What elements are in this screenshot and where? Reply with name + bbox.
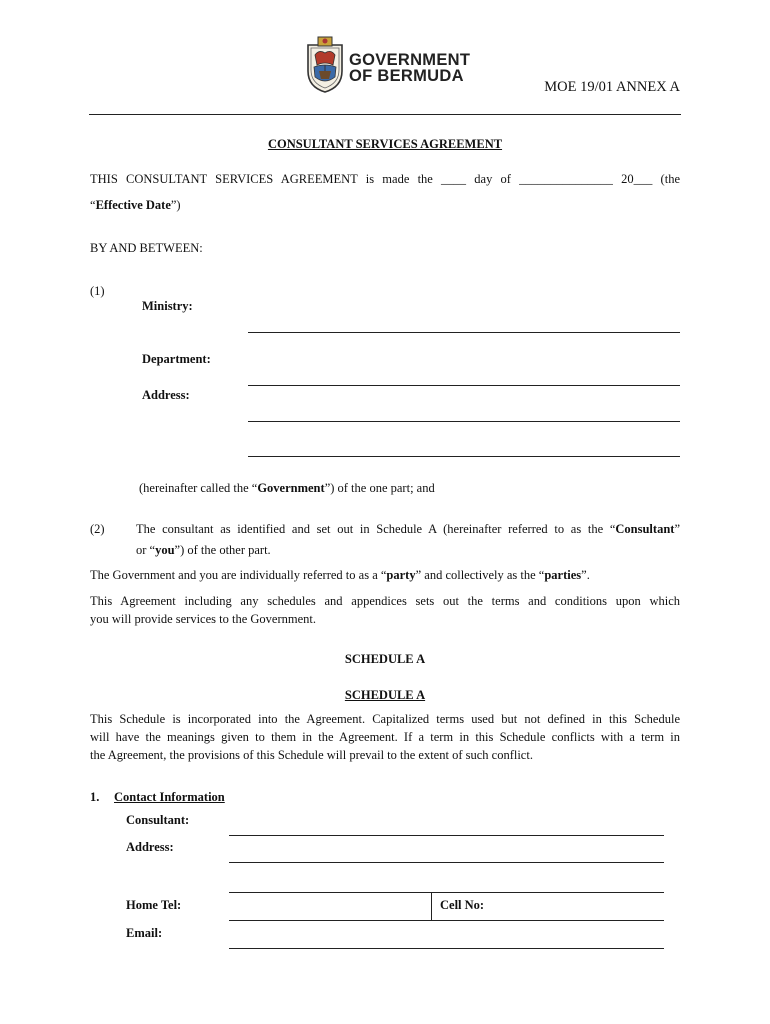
contact-address-label: Address: — [126, 840, 174, 854]
parties-paragraph — [90, 566, 680, 585]
cell-no-field[interactable] — [432, 920, 664, 921]
bermuda-crest-logo — [305, 35, 345, 93]
gov-line-1: GOVERNMENT — [349, 51, 471, 69]
effective-date-term: Effective Date — [95, 198, 171, 212]
ministry-label: Ministry: — [142, 299, 193, 313]
party-2-line-2 — [136, 541, 680, 560]
address-label: Address: — [142, 388, 190, 402]
government-term: Government — [257, 481, 325, 495]
hereinafter-post: ”) of the one part; and — [324, 481, 435, 495]
schedule-para-line-2: will have the meanings given to them in the Agreement. If a term in this Schedule conflicts with a term in — [90, 730, 680, 744]
party-2-line-1 — [136, 520, 680, 539]
agreement-para-line-2: you will provide services to the Government. — [90, 612, 316, 626]
hereinafter-pre: (hereinafter called the “ — [139, 481, 258, 495]
party-2-pre: The consultant as identified and set out in Schedule A (hereinafter referred to as the “ — [136, 522, 616, 536]
party-2-line2-post: ”) of the other part. — [174, 543, 271, 557]
schedule-para-line-3: the Agreement, the provisions of this Schedule will prevail to the extent of such conflict. — [90, 748, 533, 762]
cell-no-label: Cell No: — [440, 898, 485, 912]
parties-mid: ” and collectively as the “ — [415, 568, 545, 582]
party-2-number: (2) — [90, 522, 105, 536]
consultant-term: Consultant — [615, 522, 675, 536]
department-label: Department: — [142, 352, 211, 366]
parties-term: parties — [544, 568, 582, 582]
government-of-bermuda-wordmark — [349, 52, 470, 84]
close-paren: ”) — [170, 198, 181, 212]
parties-post: ”. — [581, 568, 590, 582]
parties-pre: The Government and you are individually referred to as a “ — [90, 568, 387, 582]
address-field-line-1[interactable] — [248, 421, 680, 422]
contact-address-field-2[interactable] — [229, 892, 664, 893]
hereinafter-government — [139, 479, 680, 498]
contact-address-field-1[interactable] — [229, 862, 664, 863]
contact-information-heading: Contact Information — [114, 790, 225, 804]
party-2-line2-pre: or “ — [136, 543, 156, 557]
open-quote: “ — [90, 198, 96, 212]
party-1-number: (1) — [90, 284, 105, 298]
schedule-a-heading: SCHEDULE A — [344, 652, 426, 666]
consultant-field[interactable] — [229, 835, 664, 836]
contact-section-number: 1. — [90, 790, 100, 804]
email-field[interactable] — [229, 948, 664, 949]
ministry-field[interactable] — [248, 332, 680, 333]
annex-reference: MOE 19/01 ANNEX A — [544, 79, 680, 95]
header-divider — [89, 114, 681, 115]
gov-line-2: OF BERMUDA — [349, 67, 464, 85]
home-tel-field[interactable] — [229, 920, 431, 921]
email-label: Email: — [126, 926, 163, 940]
party-2-mid: ” — [674, 522, 680, 536]
document-title: CONSULTANT SERVICES AGREEMENT — [267, 137, 503, 151]
consultant-label: Consultant: — [126, 813, 190, 827]
schedule-a-subheading: SCHEDULE A — [344, 688, 426, 702]
intro-line-1: THIS CONSULTANT SERVICES AGREEMENT is made the ____ day of _______________ 20___ (the — [90, 172, 680, 186]
home-tel-label: Home Tel: — [126, 898, 182, 912]
you-term: you — [155, 543, 175, 557]
department-field[interactable] — [248, 385, 680, 386]
party-term: party — [386, 568, 416, 582]
intro-line-2 — [90, 196, 680, 215]
agreement-para-line-1: This Agreement including any schedules and appendices sets out the terms and conditions upon which — [90, 594, 680, 608]
by-and-between: BY AND BETWEEN: — [90, 241, 203, 255]
schedule-para-line-1: This Schedule is incorporated into the Agreement. Capitalized terms used but not defined in this Schedule — [90, 712, 680, 726]
address-field-line-2[interactable] — [248, 456, 680, 457]
tel-cell-divider — [431, 892, 432, 921]
